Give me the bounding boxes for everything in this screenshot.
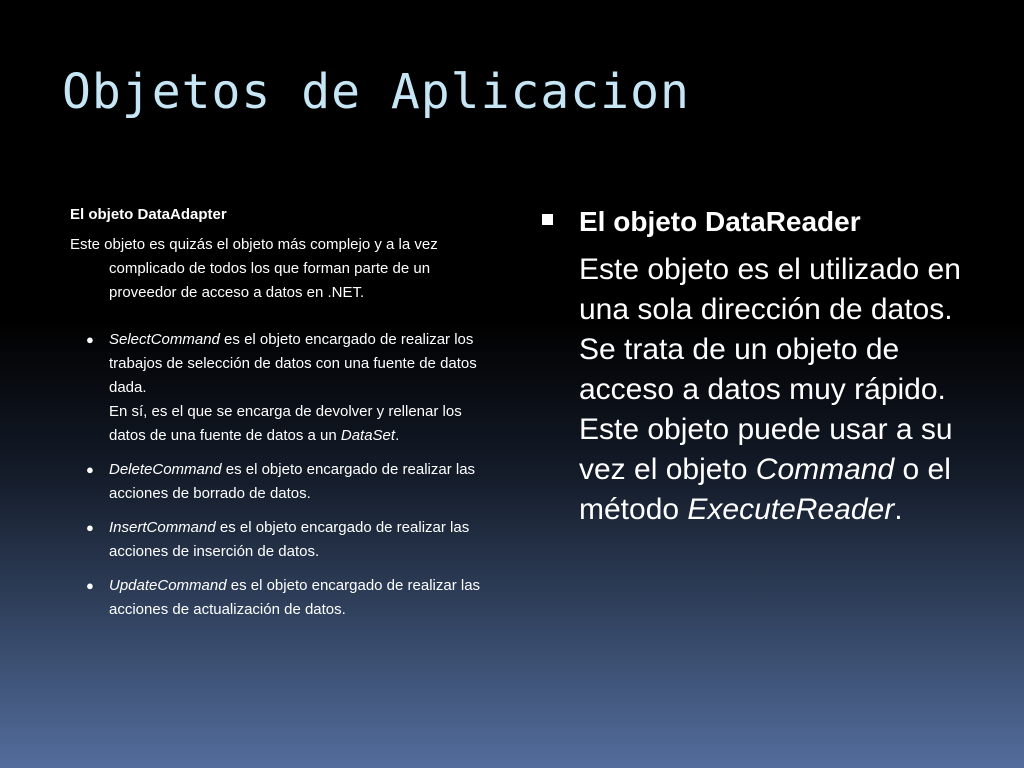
bullet-icon: ●	[86, 332, 94, 347]
left-column	[70, 205, 500, 632]
bullet-extra-end: .	[395, 427, 400, 444]
bullet-term: InsertCommand	[109, 519, 216, 536]
bullet-icon: ●	[86, 520, 94, 535]
slide-title: Objetos de Aplicacion	[62, 64, 690, 120]
dataadapter-heading: El objeto DataAdapter	[70, 206, 227, 223]
dataadapter-intro: Este objeto es quizás el objeto más complejo y a la vez complicado de todos los que forman parte de un proveedor de acceso a datos en .NET.	[70, 236, 438, 301]
bullet-term: DeleteCommand	[109, 461, 222, 478]
square-bullet-icon	[542, 214, 553, 225]
datareader-line2: Se trata de un objeto de acceso a datos muy rápido.	[579, 333, 946, 406]
datareader-term-command: Command	[755, 453, 895, 486]
datareader-heading	[540, 200, 980, 244]
bullet-text: es el objeto encargado de realizar las acciones de borrado de datos.	[109, 461, 476, 502]
datareader-heading-label: El objeto DataReader	[579, 206, 861, 237]
bullet-term: UpdateCommand	[109, 577, 227, 594]
bullet-text: es el objeto encargado de realizar los trabajos de selección de datos con una fuente de datos dada.	[109, 331, 477, 396]
datareader-body	[540, 250, 980, 530]
bullet-extra-term: DataSet	[340, 427, 396, 444]
bullet-icon: ●	[86, 462, 94, 477]
right-column	[540, 200, 980, 530]
datareader-line1: Este objeto es el utilizado en una sola dirección de datos.	[579, 253, 961, 326]
datareader-line3: Este objeto puede usar a su vez el objeto	[579, 413, 953, 486]
datareader-middle: o el método	[579, 453, 951, 526]
datareader-term-executereader: ExecuteReader	[687, 493, 895, 526]
bullet-extra: En sí, es el que se encarga de devolver y rellenar los datos de una fuente de datos a un	[109, 403, 462, 444]
bullet-selectcommand	[70, 328, 500, 448]
bullet-text: es el objeto encargado de realizar las acciones de actualización de datos.	[109, 577, 481, 618]
bullet-insertcommand	[70, 516, 500, 564]
bullet-updatecommand	[70, 574, 500, 622]
bullet-deletecommand	[70, 458, 500, 506]
bullet-term: SelectCommand	[109, 331, 220, 348]
bullet-text: es el objeto encargado de realizar las acciones de inserción de datos.	[109, 519, 470, 560]
bullet-icon: ●	[86, 578, 94, 593]
datareader-end: .	[894, 493, 903, 526]
